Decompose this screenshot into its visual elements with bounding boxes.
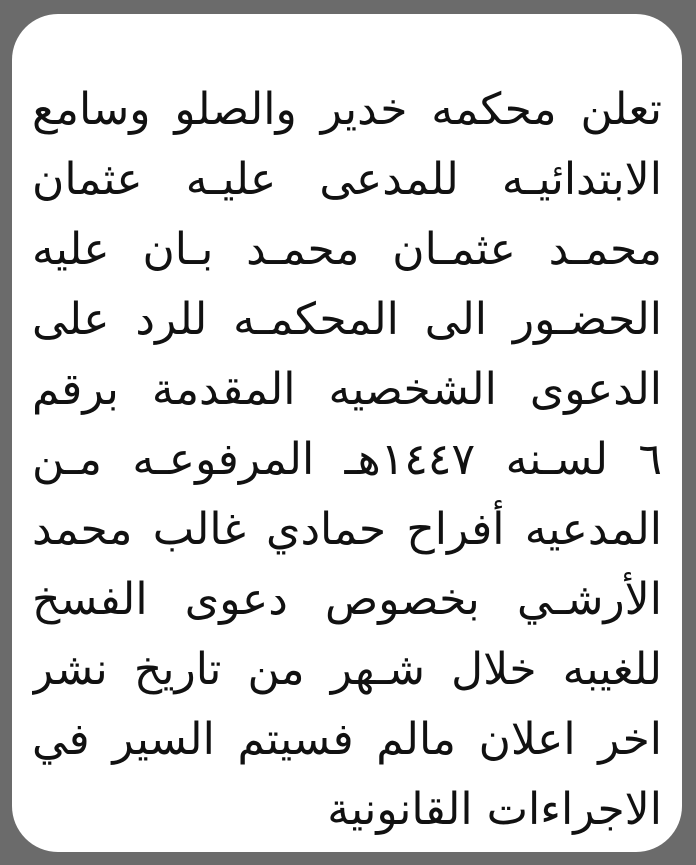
- notice-line-7: المدعيه أفراح حمادي غالب محمد: [32, 504, 662, 555]
- notice-card: [12, 14, 682, 852]
- notice-line-4: الحضـور الى المحكمـه للرد على: [32, 294, 662, 345]
- notice-line-5: الدعوى الشخصيه المقدمة برقم: [32, 364, 662, 415]
- notice-line-9: للغيبه خلال شـهر من تاريخ نشر: [32, 644, 662, 695]
- notice-line-1: تعلن محكمه خدير والصلو وسامع: [32, 84, 662, 135]
- notice-line-8: الأرشـي بخصوص دعوى الفسخ: [32, 574, 662, 625]
- notice-line-6: ٦ لسـنه ١٤٤٧هـ المرفوعـه مـن: [32, 434, 662, 485]
- notice-line-2: الابتدائيـه للمدعى عليـه عثمان: [32, 154, 662, 205]
- notice-text-block: [12, 74, 682, 844]
- notice-line-11: الاجراءات القانونية: [327, 784, 662, 835]
- notice-line-3: محمـد عثمـان محمـد بـان عليه: [32, 224, 662, 275]
- notice-line-10: اخر اعلان مالم فسيتم السير في: [32, 714, 662, 765]
